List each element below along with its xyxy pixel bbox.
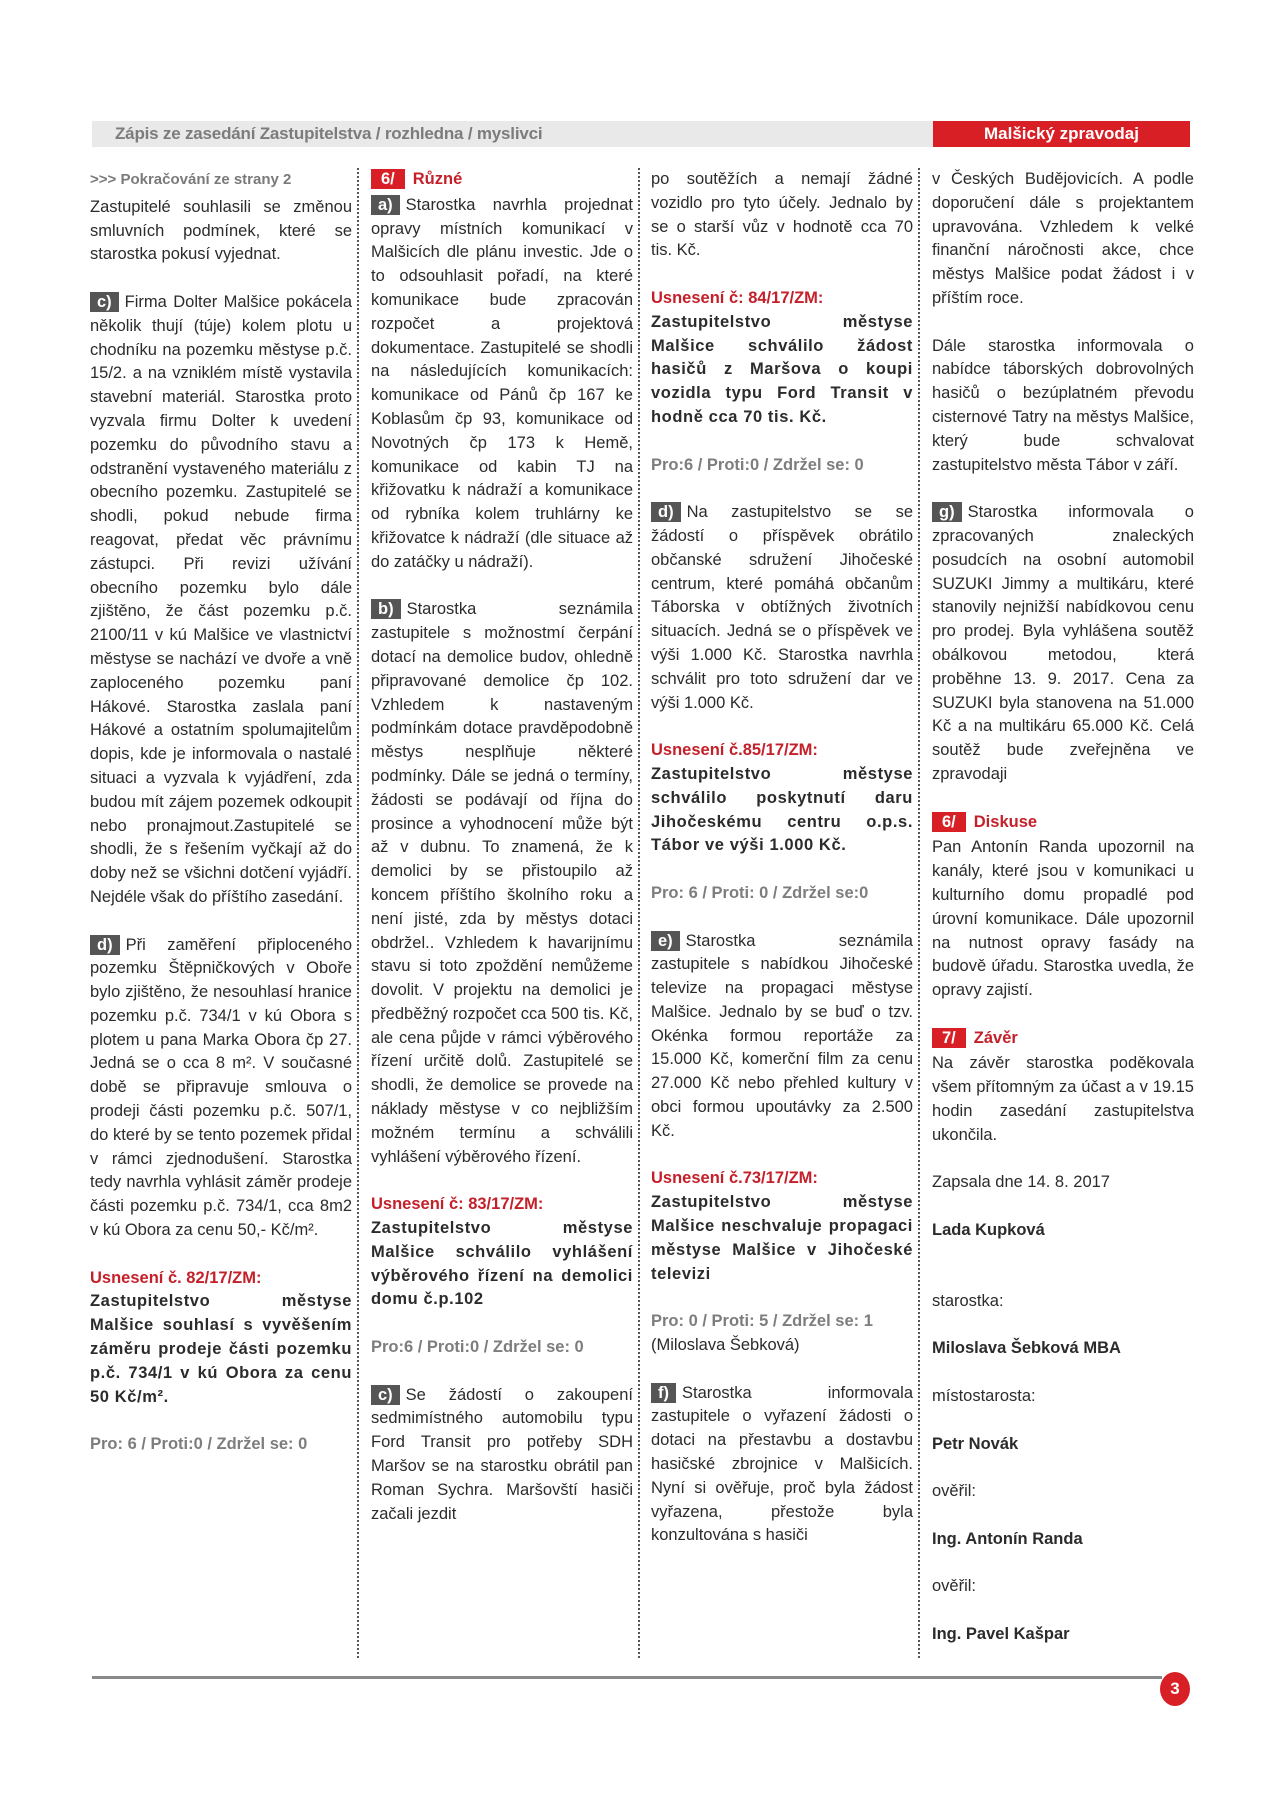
item-text: Starostka navrhla projednat opravy místních komunikací v Malšicích dle plánu investic. Jde o to odsouhlasit pořadí, na které komunikace bude zpracován rozpočet a projektová dokumentace. Zastupitelé se shodli na následujících komunikacích: komunikace od Pánů čp 167 ke Koblasům čp 93, komunikace od Novotných čp 173 k Hemě, komunikace od kabin TJ na křižovatku k nádraží a komunikace od rybníka kolem truhlárny ke křižovatce k nádraží (dle situace až do zatáčky u nádraží). [371,195,633,571]
item-tag: g) [932,502,962,522]
column-3 [651,168,913,1572]
section-title: Diskuse [973,812,1038,831]
resolution-text: Zastupitelstvo městyse Malšice schválilo žádost hasičů z Maršova o koupi vozidla typu Ford Transit v hodně cca 70 tis. Kč. [651,312,913,426]
item-f [651,1382,913,1549]
vote-result: Pro:6 / Proti:0 / Zdržel se: 0 [651,455,864,474]
item-tag: c) [371,1385,400,1405]
section-number: 7/ [932,1028,966,1048]
continuation-note: >>> Pokračování ze strany 2 [90,171,292,188]
vote-note: (Miloslava Šebková) [651,1336,800,1355]
item-e [651,930,913,1144]
signature-name: Petr Novák [932,1434,1019,1453]
recorded-date: Zapsala dne 14. 8. 2017 [932,1173,1110,1192]
brand-label: Malšický zpravodaj [933,121,1190,147]
recorder-name: Lada Kupková [932,1221,1045,1240]
resolution-text: Zastupitelstvo městyse schválilo poskytnutí daru Jihočeskému centru o.p.s. Tábor ve výši 1.000 Kč. [651,764,913,855]
paragraph: Dále starostka informovala o nabídce táborských dobrovolných hasičů o bezúplatném převodu cisternové Tatry na městys Malšice, který bude schvalovat zastupitelstvo města Tábor v září. [932,336,1194,474]
signature-role: místostarosta: [932,1387,1036,1406]
paragraph: Zastupitelé souhlasili se změnou smluvních podmínek, které se starostka pokusí vyjednat. [90,197,352,264]
item-text: Na zastupitelstvo se se žádostí o příspěvek obrátilo občanské sdružení Jihočeské centrum, které pomáhá občanům Táborska v obtížných životních situacích. Jedná se o příspěvek ve výši 1.000 Kč. Starostka navrhla schválit pro toto sdružení dar ve výši 1.000 Kč. [651,503,913,712]
section-heading [371,168,633,192]
signature-role: starostka: [932,1291,1004,1310]
resolution-heading [651,739,913,763]
item-a [371,194,633,575]
resolution-heading [90,1267,352,1291]
resolution-text: Zastupitelstvo městyse Malšice souhlasí s vyvěšením záměru prodeje části pozemku p.č. 734/1 v kú Obora za cenu 50 Kč/m². [90,1292,352,1406]
item-tag: f) [651,1383,676,1403]
item-text: Starostka informovala o zpracovaných znaleckých posudcích na osobní automobil SUZUKI Jimmy a multikáru, které stanovily nejnižší nabídkovou cenu pro prodej. Byla vyhlášena soutěž obálkovou metodou, která proběhne 13. 9. 2017. Cena za SUZUKI byla stanovena na 51.000 Kč a na multikáru 65.000 Kč. Celá soutěž bude zveřejněna ve zpravodaji [932,503,1194,783]
resolution-number: Usnesení č. 82/17/ZM: [90,1268,262,1287]
section-number: 6/ [932,812,966,832]
paragraph: Na závěr starostka poděkovala všem přítomným za účast a v 19.15 hodin zasedání zastupitelstva ukončila. [932,1054,1194,1144]
item-c [371,1384,633,1527]
item-text: Při zaměření připloceného pozemku Štěpničkových v Oboře bylo zjištěno, že nesouhlasí hranice pozemku p.č. 734/1 v kú Obora s plotem u pana Marka Obora čp 27. Jedná se o cca 8 m². V současné době se připravuje smlouva o prodeji části pozemku p.č. 507/1, do které by se tento pozemek přidal v rámci zjednodušení. Starostka tedy navrhla vyhlásit záměr prodeje části pozemku p.č. 734/1, cca 8m2 v kú Obora za cenu 50,- Kč/m². [90,935,352,1240]
item-text: Starostka seznámila zastupitele s možnostmí čerpání dotací na demolice budov, ohledně připravované demolice čp 102. Vzhledem k nastaveným podmínkám dotace pravděpodobně městys nesplňuje některé podmínky. Dále se jedná o termíny, žádosti se podávají od října do prosince a vyhodnocení může být až v dubnu. To znamená, že k demolici by se přistoupilo až koncem příštího školního roku a není jisté, zda by městys dotaci obdržel.. Vzhledem k havarijnímu stavu si toto zpoždění nemůžeme dovolit. V projektu na demolici je předběžný rozpočet cca 500 tis. Kč, ale cena půjde v rámci výběrového řízení určitě dolů. Zastupitelé se shodli, že demolice se provede na náklady městyse v co nejbližším možném termínu a schválili vyhlášení výběrového řízení. [371,600,633,1166]
column-1 [90,168,352,1481]
item-tag: e) [651,931,680,951]
section-title: Závěr [973,1028,1018,1047]
item-text: Starostka informovala zastupitele o vyřazení žádosti o dotaci na přestavbu a dostavbu hasičské zbrojnice v Malšicích. Nyní si ověřuje, proč byla žádost vyřazena, přestože byla konzultována s hasiči [651,1383,913,1545]
column-2 [371,168,633,1550]
vote-result: Pro: 0 / Proti: 5 / Zdržel se: 1 [651,1312,873,1331]
signature-role: ověřil: [932,1482,977,1501]
resolution-text: Zastupitelstvo městyse Malšice neschvaluje propagaci městyse Malšice v Jihočeské televizi [651,1193,913,1283]
footer-rule [92,1676,1162,1679]
item-tag: b) [371,599,401,619]
item-tag: d) [90,935,120,955]
item-text: Se žádostí o zakoupení sedmimístného automobilu typu Ford Transit pro potřeby SDH Maršov se na starostku obrátil pan Roman Sychra. Maršovští hasiči začali jezdit [371,1385,633,1523]
column-divider [918,168,920,1658]
resolution-heading [651,287,913,311]
signature-name: Miloslava Šebková MBA [932,1339,1121,1358]
section-title: Různé [412,170,463,188]
vote-result: Pro:6 / Proti:0 / Zdržel se: 0 [371,1338,584,1357]
paragraph: Pan Antonín Randa upozornil na kanály, které jsou v komunikaci u kulturního domu propadlé pod úrovní komunikace. Dále upozornil na nutnost opravy fasády na budově úřadu. Starostka uvedla, že opravy zajistí. [932,838,1194,1000]
vote-result: Pro: 6 / Proti: 0 / Zdržel se:0 [651,883,869,902]
resolution-number: Usnesení č: 84/17/ZM: [651,288,824,307]
section-heading [932,811,1194,835]
signature-name: Ing. Antonín Randa [932,1529,1083,1548]
resolution-heading [651,1167,913,1191]
item-text: Starostka seznámila zastupitele s nabídkou Jihočeské televize na propagaci městyse Malšice. Jednalo by se buď o tzv. Okénka formou reportáže za 15.000 Kč, komerční film za cenu 27.000 Kč nebo přehled kultury v obci formou upoutávky za 2.500 Kč. [651,931,913,1140]
item-g [932,501,1194,787]
item-tag: d) [651,502,681,522]
signature-name: Ing. Pavel Kašpar [932,1625,1070,1644]
column-divider [357,168,359,1658]
item-b [371,598,633,1169]
section-number: 6/ [371,169,405,189]
column-4 [932,168,1194,1671]
resolution-text: Zastupitelstvo městyse Malšice schválilo vyhlášení výběrového řízení na demolici domu č.p.102 [371,1219,633,1309]
page-number: 3 [1160,1672,1190,1706]
column-divider [638,168,640,1658]
vote-result: Pro: 6 / Proti:0 / Zdržel se: 0 [90,1435,308,1454]
resolution-heading [371,1193,633,1217]
paragraph: v Českých Budějovicích. A podle doporučení dále s projektantem upravována. Vzhledem k velké finanční náročnosti akce, chce městys Malšice podat žádost i v příštím roce. [932,170,1194,307]
item-tag: a) [371,195,400,215]
resolution-number: Usnesení č.85/17/ZM: [651,741,818,760]
item-c [90,291,352,910]
resolution-number: Usnesení č.73/17/ZM: [651,1169,818,1188]
item-tag: c) [90,292,119,312]
item-d [651,501,913,715]
resolution-number: Usnesení č: 83/17/ZM: [371,1195,544,1214]
item-text: Firma Dolter Malšice pokácela několik thují (túje) kolem plotu u chodníku na pozemku městyse p.č. 15/2. a na vzniklém místě vystavila stavební materiál. Starostka proto vyzvala firmu Dolter k uvedení pozemku do původního stavu a odstranění vystaveného materiálu z obecního pozemku. Zastupitelé se shodli, pokud nebude firma reagovat, předat věc právnímu zástupci. Při revizi užívání obecního pozemku bylo dále zjištěno, že část pozemku p.č. 2100/11 v kú Malšice ve vlastnictví městyse se nachází ve dvoře a vně zaploceného pozemku paní Hákové. Starostka zaslala paní Hákové a ostatním spolumajitelům dopis, kde je informovala o nastalé situaci a vyzvala k vyjádření, zda budou mít zájem pozemek odkoupit nebo pronajmout.Zastupitelé se shodli, že s řešením vyčkají až do doby než se všichni dotčení vyjádří. Nejdéle však do příštího zasedání. [90,292,352,906]
item-d [90,934,352,1243]
section-heading [932,1027,1194,1051]
page-header-title: Zápis ze zasedání Zastupitelstva / rozhledna / myslivci [115,124,543,143]
signature-role: ověřil: [932,1577,977,1596]
paragraph: po soutěžích a nemají žádné vozidlo pro tyto účely. Jednalo by se o starší vůz v hodnotě cca 70 tis. Kč. [651,170,913,260]
